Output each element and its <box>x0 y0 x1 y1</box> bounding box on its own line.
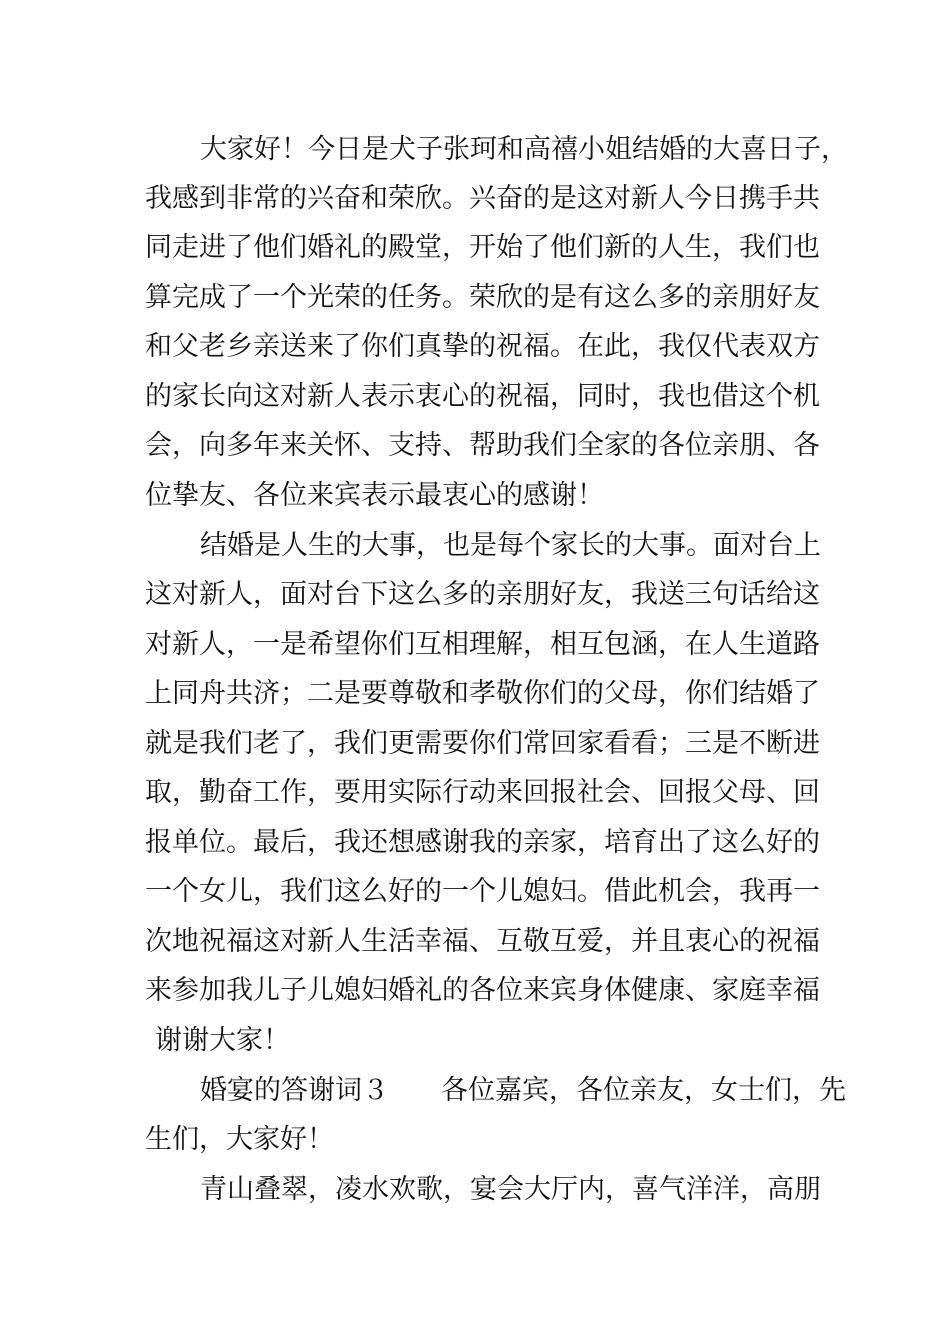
paragraph-1-line-2: 我感到非常的兴奋和荣欣。兴奋的是这对新人今日携手共 <box>145 183 820 214</box>
paragraph-1-line-7: 会，向多年来关怀、支持、帮助我们全家的各位亲朋、各 <box>145 430 820 461</box>
paragraph-2-line-4: 上同舟共济；二是要尊敬和孝敬你们的父母，你们结婚了 <box>145 678 820 709</box>
paragraph-2-line-2: 这对新人，面对台下这么多的亲朋好友，我送三句话给这 <box>145 579 820 610</box>
paragraph-2-line-1: 结婚是人生的大事，也是每个家长的大事。面对台上 <box>200 530 821 561</box>
section-label: 婚宴的答谢词３ <box>200 1075 389 1106</box>
paragraph-1-line-3: 同走进了他们婚礼的殿堂，开始了他们新的人生，我们也 <box>145 232 820 263</box>
paragraph-2-line-9: 次地祝福这对新人生活幸福、互敬互爱，并且衷心的祝福 <box>145 926 820 957</box>
paragraph-2-line-6: 取，勤奋工作，要用实际行动来回报社会、回报父母、回 <box>145 777 820 808</box>
paragraph-2-line-7: 报单位。最后，我还想感谢我的亲家，培育出了这么好的 <box>145 827 820 858</box>
paragraph-1-line-8: 位挚友、各位来宾表示最衷心的感谢！ <box>145 480 604 511</box>
paragraph-1-line-6: 的家长向这对新人表示衷心的祝福，同时，我也借这个机 <box>145 381 820 412</box>
paragraph-2-line-8: 一个女儿，我们这么好的一个儿媳妇。借此机会，我再一 <box>145 876 820 907</box>
paragraph-2-line-10: 来参加我儿子儿媳妇婚礼的各位来宾身体健康、家庭幸福 <box>145 975 820 1006</box>
paragraph-1-line-4: 算完成了一个光荣的任务。荣欣的是有这么多的亲朋好友 <box>145 282 820 313</box>
paragraph-2-line-3: 对新人，一是希望你们互相理解，相互包涵，在人生道路 <box>145 629 820 660</box>
section-heading-line <box>200 1071 846 1111</box>
paragraph-2-line-11: 谢谢大家！ <box>155 1025 290 1056</box>
paragraph-1-line-5: 和父老乡亲送来了你们真挚的祝福。在此，我仅代表双方 <box>145 331 820 362</box>
paragraph-4-line-1: 青山叠翠，凌水欢歌，宴会大厅内，喜气洋洋，高朋 <box>200 1174 821 1205</box>
section-line-2: 生们，大家好！ <box>145 1124 334 1155</box>
paragraph-1-line-1: 大家好！今日是犬子张珂和高禧小姐结婚的大喜日子， <box>200 134 848 165</box>
paragraph-2-line-5: 就是我们老了，我们更需要你们常回家看看；三是不断进 <box>145 728 820 759</box>
section-line-rest: 各位嘉宾，各位亲友，女士们，先 <box>441 1075 846 1106</box>
